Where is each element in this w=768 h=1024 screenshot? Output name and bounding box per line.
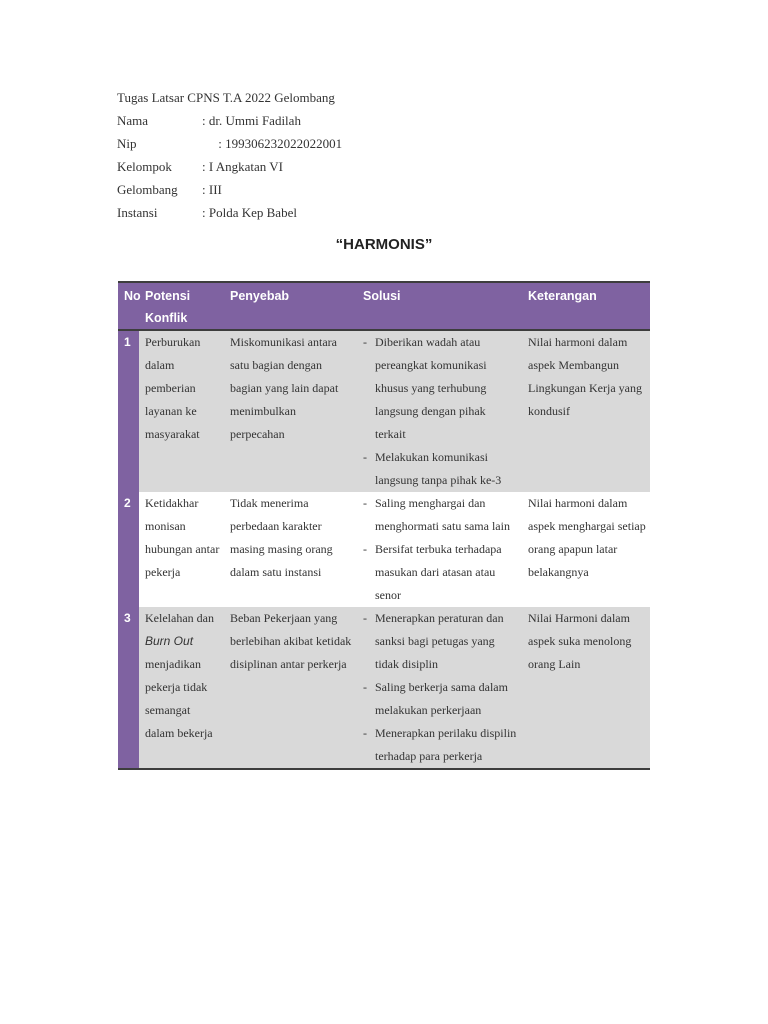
solusi-list bbox=[363, 331, 518, 492]
column-header-keterangan: Keterangan bbox=[522, 282, 650, 330]
solusi-cell bbox=[357, 330, 522, 492]
info-label: Nama bbox=[117, 113, 149, 128]
keterangan-cell: Nilai harmoni dalam aspek Membangun Lingkungan Kerja yang kondusif bbox=[522, 330, 650, 492]
potensi-cell: Ketidakhar monisan hubungan antar pekerja bbox=[139, 492, 224, 607]
info-row-nip bbox=[117, 132, 342, 155]
table-row bbox=[118, 492, 650, 607]
solusi-item: - Saling berkerja sama dalam melakukan perkerjaan bbox=[363, 676, 518, 722]
info-value: : Polda Kep Babel bbox=[202, 205, 297, 220]
potensi-cell bbox=[139, 607, 224, 769]
info-row-nama bbox=[117, 109, 342, 132]
document-heading: “HARMONIS” bbox=[335, 236, 433, 253]
solusi-list bbox=[363, 492, 518, 607]
potensi-cell: Perburukan dalam pemberian layanan ke masyarakat bbox=[139, 330, 224, 492]
info-label: Kelompok bbox=[117, 159, 172, 174]
info-value: : I Angkatan VI bbox=[202, 159, 283, 174]
row-number: 3 bbox=[118, 607, 139, 769]
solusi-item: - Melakukan komunikasi langsung tanpa pihak ke-3 bbox=[363, 446, 518, 492]
solusi-item: - Menerapkan peraturan dan sanksi bagi petugas yang tidak disiplin bbox=[363, 607, 518, 676]
row-number: 2 bbox=[118, 492, 139, 607]
keterangan-cell: Nilai Harmoni dalam aspek suka menolong orang Lain bbox=[522, 607, 650, 769]
potensi-text-post: menjadikan pekerja tidak semangat dalam bekerja bbox=[145, 657, 213, 740]
info-row-kelompok bbox=[117, 155, 342, 178]
penyebab-cell: Beban Pekerjaan yang berlebihan akibat ketidak disiplinan antar perkerja bbox=[224, 607, 357, 769]
solusi-item: - Menerapkan perilaku dispilin terhadap para perkerja bbox=[363, 722, 518, 768]
column-header-solusi: Solusi bbox=[357, 282, 522, 330]
solusi-item: - Bersifat terbuka terhadapa masukan dari atasan atau senor bbox=[363, 538, 518, 607]
info-row-gelombang bbox=[117, 178, 342, 201]
solusi-cell bbox=[357, 492, 522, 607]
penyebab-cell: Miskomunikasi antara satu bagian dengan bagian yang lain dapat menimbulkan perpecahan bbox=[224, 330, 357, 492]
column-header-potensi: Potensi Konflik bbox=[139, 282, 224, 330]
info-value: : III bbox=[202, 182, 222, 197]
conflict-table bbox=[118, 281, 650, 770]
table-header-row bbox=[118, 282, 650, 330]
solusi-item: - Saling menghargai dan menghormati satu sama lain bbox=[363, 492, 518, 538]
solusi-cell bbox=[357, 607, 522, 769]
info-label: Gelombang bbox=[117, 182, 178, 197]
potensi-text-pre: Kelelahan dan bbox=[145, 611, 214, 625]
header-info bbox=[117, 86, 342, 224]
info-label: Nip bbox=[117, 136, 137, 151]
keterangan-cell: Nilai harmoni dalam aspek menghargai setiap orang apapun latar belakangnya bbox=[522, 492, 650, 607]
solusi-list bbox=[363, 607, 518, 768]
info-value: : dr. Ummi Fadilah bbox=[202, 113, 301, 128]
penyebab-cell: Tidak menerima perbedaan karakter masing masing orang dalam satu instansi bbox=[224, 492, 357, 607]
info-label: Instansi bbox=[117, 205, 158, 220]
table-row bbox=[118, 330, 650, 492]
solusi-item: - Diberikan wadah atau pereangkat komunikasi khusus yang terhubung langsung dengan pihak terkait bbox=[363, 331, 518, 446]
column-header-penyebab: Penyebab bbox=[224, 282, 357, 330]
info-value: : 199306232022022001 bbox=[202, 136, 343, 151]
info-row-instansi bbox=[117, 201, 342, 224]
potensi-text-italic: Burn Out bbox=[145, 634, 194, 648]
row-number: 1 bbox=[118, 330, 139, 492]
assignment-title: Tugas Latsar CPNS T.A 2022 Gelombang bbox=[117, 90, 335, 105]
column-header-no: No bbox=[118, 282, 139, 330]
table-row bbox=[118, 607, 650, 769]
